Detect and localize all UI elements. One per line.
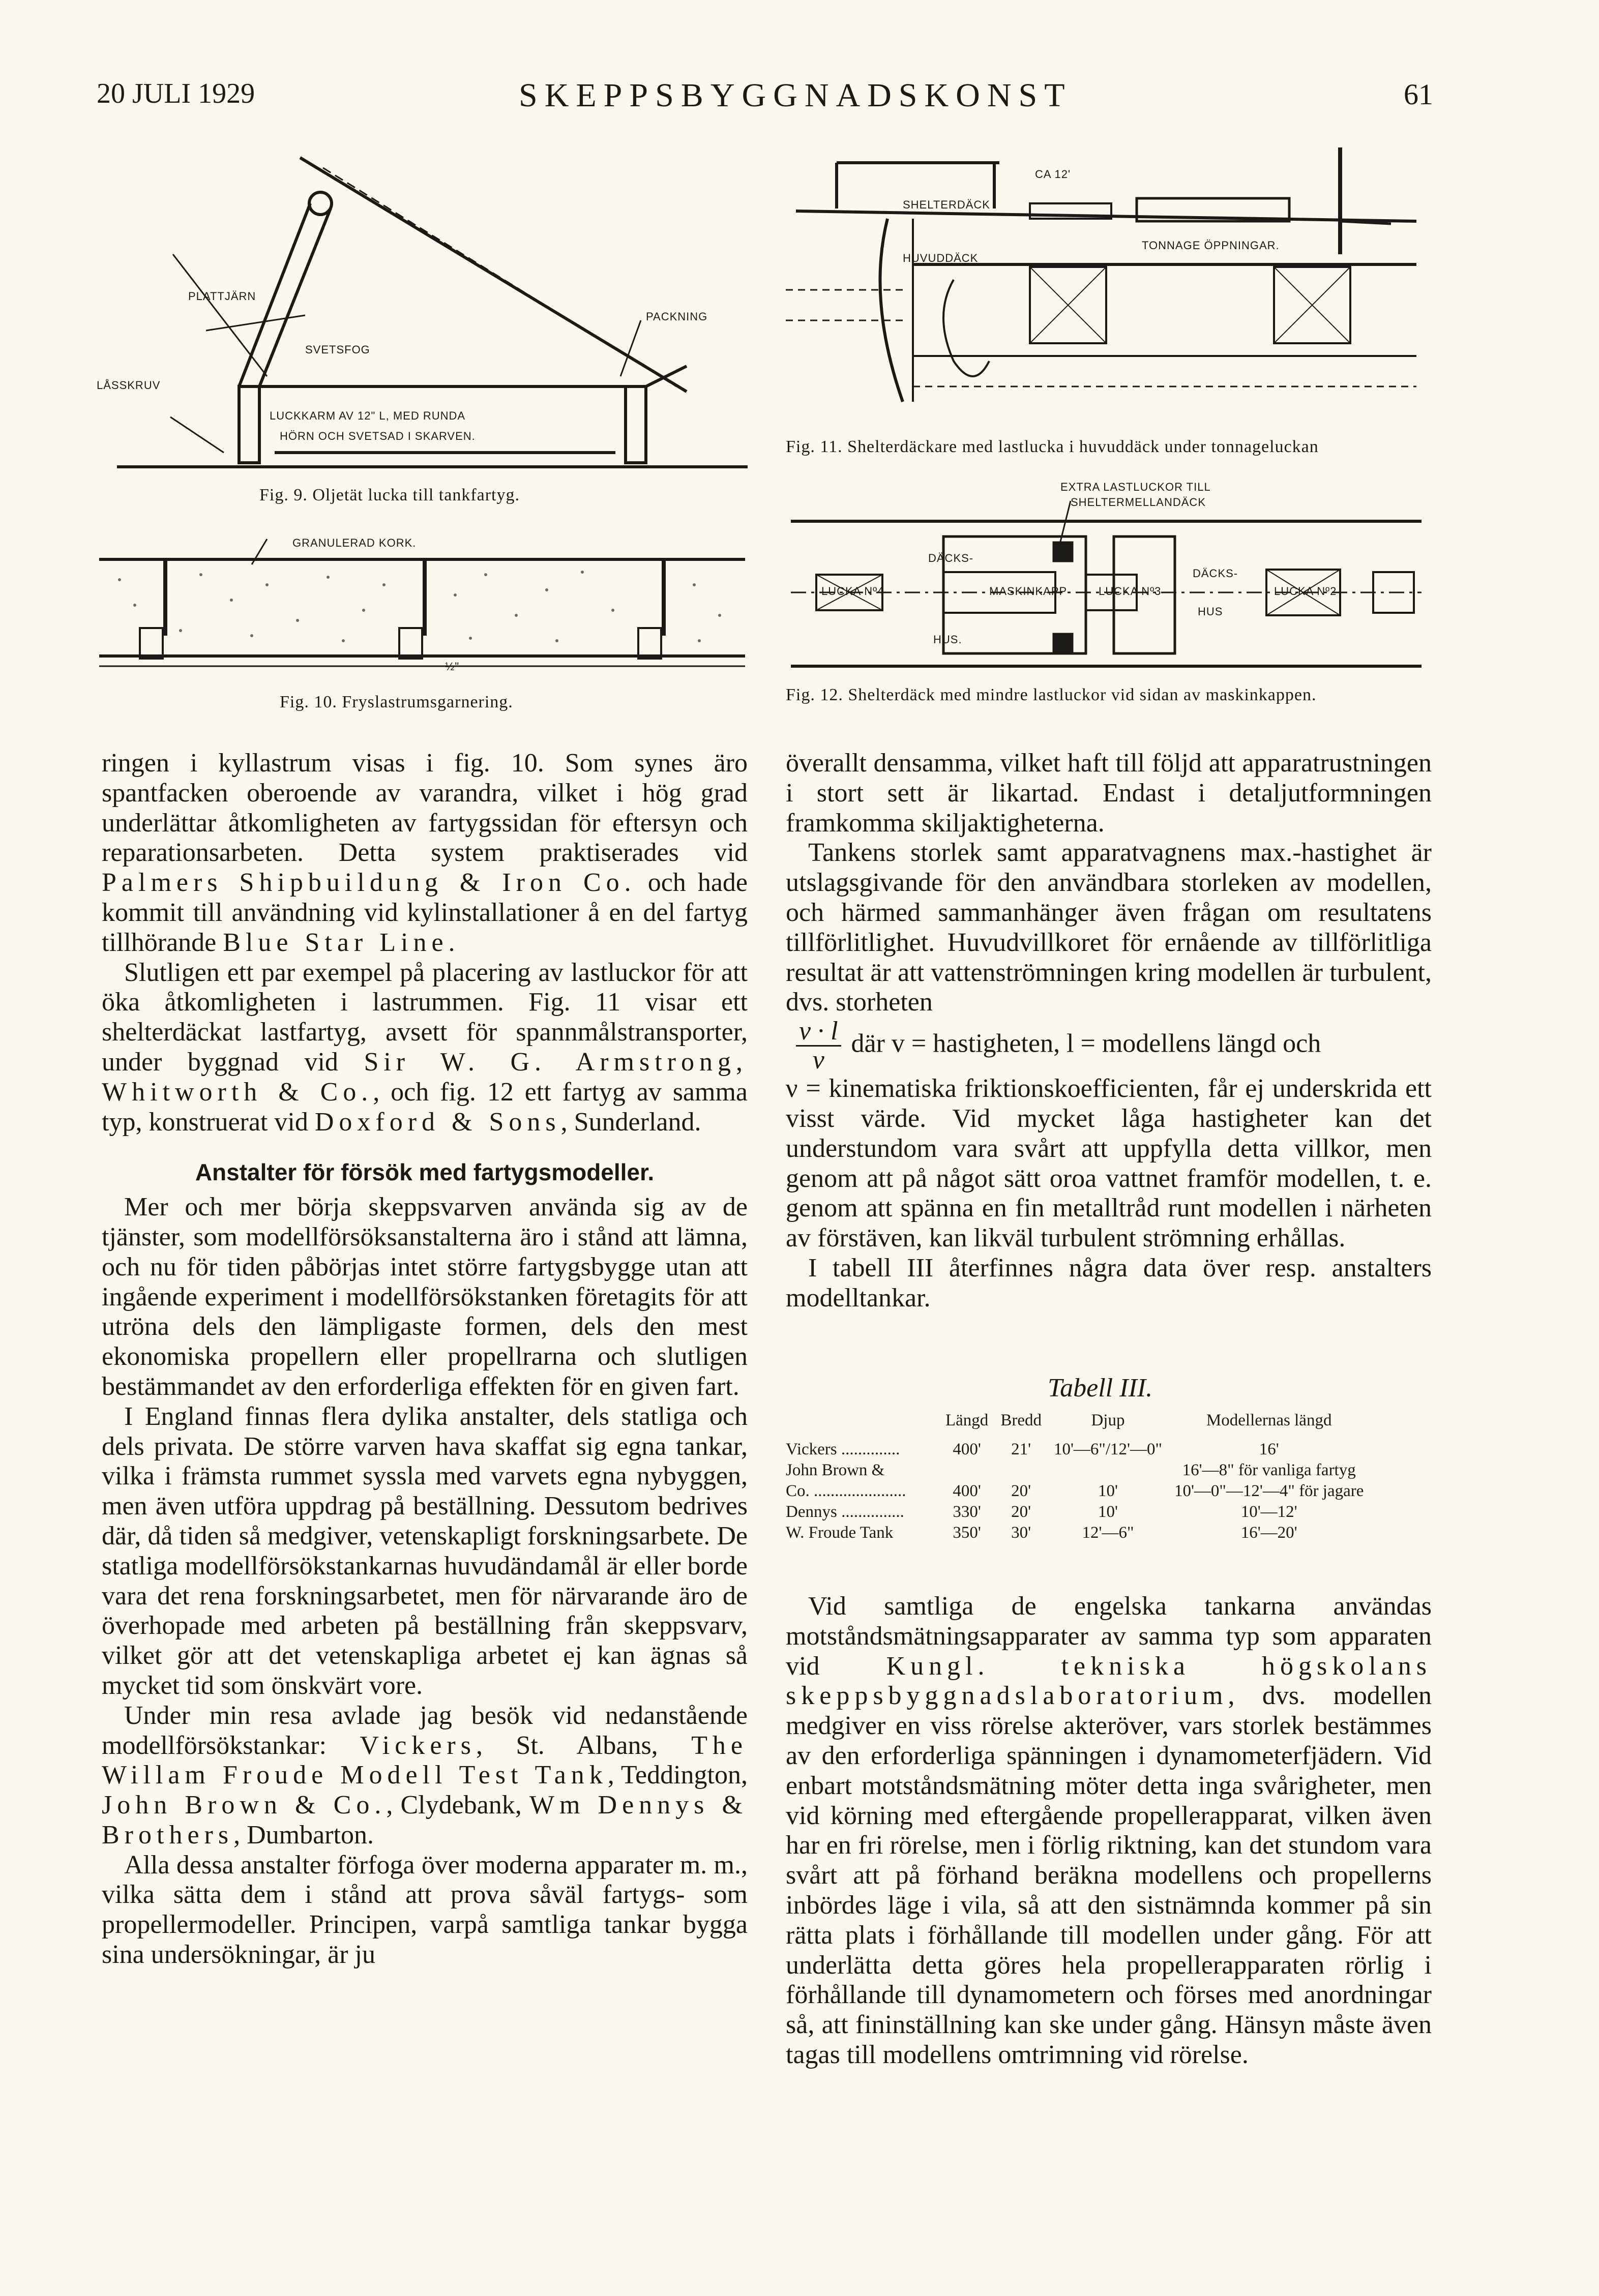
label-luckkarm-2: HÖRN OCH SVETSAD I SKARVEN. (280, 430, 476, 442)
table-cell (1048, 1460, 1168, 1481)
label-ca: CA 12' (1035, 168, 1071, 181)
label-hus-2: HUS (1198, 605, 1223, 618)
table-cell: John Brown & (786, 1461, 885, 1479)
table-header-row (786, 1411, 1370, 1439)
label-dackshus-2: DÄCKS- (1193, 567, 1238, 580)
right-column-bottom (786, 1592, 1432, 2070)
figure-10-caption: Fig. 10. Fryslastrumsgarnering. (280, 693, 513, 711)
table-title: Tabell III. (1048, 1374, 1153, 1403)
table-cell: 20' (1011, 1482, 1031, 1500)
right-paragraph-2: Tankens storlek samt apparatvagnens max.-hastighet är utslagsgivande för den användbara storleken av modellen, och härmed sammanhänger även frågan om resultatens tillförlitlighet. Huvudvillkoret för ernående av tillförlitliga resultat är att vattenströmningen kring modellen är turbulent, dvs. storheten (786, 838, 1432, 1017)
label-luckkarm-1: LUCKKARM AV 12" L, MED RUNDA (270, 409, 466, 422)
table-cell: W. Froude Tank (786, 1524, 894, 1542)
right-paragraph-4: Vid samtliga de engelska tankarna användas motståndsmätningsapparater av samma typ som apparaten vid Kungl. tekniska högskolans skeppsbyggnadslaboratorium, dvs. modellen medgiver en viss rörelse akteröver, vars storlek bestämmes av den erforderliga spänningen i dynamometerfjädern. Vid enbart motståndsmätning möter detta inga svårigheter, men vid körning med eftergående propellerapparat, vilken även har en fri rörelse, men i förlig riktning, kan det stundom vara svårt att på förhand beräkna modellens och propellerns inbördes läge i vila, så att den sistnämnda kommer på sin rätta plats i förhållande till modellen under gång. För att underlätta detta göres hela propellerapparaten rörlig i förhållande till dynamometern och förses med anordningar så, att fininställning kan ske under gång. Hänsyn måste även tagas till modellens omtrimning vid rörelse. (786, 1592, 1432, 2069)
section-heading: Anstalter för försök med fartygsmodeller. (195, 1159, 655, 1186)
label-tonnage: TONNAGE ÖPPNINGAR. (1142, 239, 1280, 252)
table-header-cell: Bredd (1000, 1411, 1042, 1429)
table-cell: Co. ...................... (786, 1482, 906, 1500)
figure-12-deck-plan (786, 481, 1437, 674)
page-number: 61 (1404, 78, 1433, 111)
figure-11-caption: Fig. 11. Shelterdäckare med lastlucka i huvuddäck under tonnageluckan (786, 437, 1319, 456)
left-column (102, 749, 748, 1970)
label-maskinkapp: MASKINKAPP (989, 585, 1068, 598)
label-extra-1: EXTRA LASTLUCKOR TILL (1060, 481, 1211, 493)
label-packning: PACKNING (646, 310, 708, 323)
label-svetsfog: SVETSFOG (305, 343, 370, 356)
table-cell: 10'—12' (1240, 1503, 1297, 1521)
figure-11-shelterdeck-section (786, 147, 1437, 427)
label-dackshus-1: DÄCKS- (928, 552, 974, 564)
fraction-v-l-nu: $\frac{v \cdot l}{\nu}$ (796, 1018, 841, 1074)
table-cell: 400' (953, 1440, 981, 1458)
model-tank-table (786, 1411, 1370, 1543)
label-half-inch: ½" (445, 660, 460, 673)
label-extra-2: SHELTERMELLANDÄCK (1071, 496, 1206, 509)
label-shelterdack: SHELTERDÄCK (903, 198, 990, 211)
table-cell: 16'—8" för vanliga fartyg (1182, 1461, 1356, 1479)
table-cell: 10' (1098, 1503, 1118, 1521)
table-cell: 16'—20' (1240, 1524, 1297, 1542)
label-lasskruv: LÅSSKRUV (97, 379, 161, 392)
table-header-cell: Modellernas längd (1206, 1411, 1332, 1429)
table-cell (994, 1460, 1048, 1481)
left-paragraph-4: I England finnas flera dylika anstalter, dels statliga och dels privata. De större varven hava skaffat sig egna tankar, vilka i främsta rummet syssla med varvets egna nybyggen, men även utföra uppdrag på beställning. Dessutom bedrives där, då tiden så medgiver, vetenskapligt forskningsarbete. De statliga modellförsökstankarnas huvudändamål är eller borde vara det rena forskningsarbetet, men för närvarande äro de överhopade med arbeten på beställning från skeppsvarv, vilket gör att det vetenskapliga arbetet ej kan ägnas så mycket tid som önskvärt vore. (102, 1402, 748, 1700)
table-cell: 16' (1259, 1440, 1279, 1458)
table-header-cell (786, 1411, 939, 1439)
issue-date: 20 JULI 1929 (97, 78, 255, 109)
figure-10-insulation-drawing (99, 529, 745, 671)
label-plattjarn: PLATTJÄRN (188, 290, 256, 303)
figure-12-caption: Fig. 12. Shelterdäck med mindre lastluckor vid sidan av maskinkappen. (786, 685, 1317, 704)
table-cell: 400' (953, 1482, 981, 1500)
table-cell (939, 1460, 994, 1481)
table-cell: 20' (1011, 1503, 1031, 1521)
label-lucka-3: LUCKA Nº3 (1099, 585, 1162, 598)
label-lucka-2: LUCKA Nº2 (1274, 585, 1337, 598)
right-paragraph-2c: ν = kinematiska friktionskoefficienten, får ej underskrida ett visst värde. Vid mycket låga hastigheter kan det understundom vara svårt att uppfylla detta villkor, men genom att på något sätt oroa vattnet framför modellen, t. e. genom att spänna en fin metalltråd runt modellen i närheten av förstäven, kan likväl turbulent strömning erhållas. (786, 1074, 1432, 1253)
table-cell: 12'—6" (1082, 1524, 1134, 1542)
figure-9-caption: Fig. 9. Oljetät lucka till tankfartyg. (259, 486, 520, 504)
table-row (786, 1439, 1370, 1460)
table-cell: 30' (1011, 1524, 1031, 1542)
table-row (786, 1460, 1370, 1481)
table-row (786, 1523, 1370, 1543)
label-huvuddack: HUVUDDÄCK (903, 252, 979, 264)
label-hus-1: HUS. (933, 633, 962, 646)
table-cell: 350' (953, 1524, 981, 1542)
left-paragraph-2: Slutligen ett par exempel på placering av lastluckor för att öka åtkomligheten i lastrummen. Fig. 11 visar ett shelterdäckat lastfartyg, avsett för spannmålstransporter, under byggnad vid Sir W. G. Armstrong, Whitworth & Co., och fig. 12 ett fartyg av samma typ, konstruerat vid Doxford & Sons, Sunderland. (102, 958, 748, 1137)
table-cell: 10'—0"—12'—4" för jagare (1174, 1482, 1364, 1500)
table-cell: 10' (1098, 1482, 1118, 1500)
label-lucka-4: LUCKA Nº4 (821, 585, 884, 598)
right-column-top (786, 749, 1432, 1314)
right-paragraph-1: överallt densamma, vilket haft till följd att apparatrustningen i stort sett är likartad. Endast i detaljutformningen framkomma skiljaktigheterna. (786, 749, 1432, 838)
right-paragraph-3: I tabell III återfinnes några data över resp. anstalters modelltankar. (786, 1253, 1432, 1313)
table-cell: 10'—6"/12'—0" (1053, 1440, 1162, 1458)
left-paragraph-6: Alla dessa anstalter förfoga över moderna apparater m. m., vilka sätta dem i stånd att prova såväl fartygs- som propellermodeller. Principen, varpå samtliga tankar bygga sina undersökningar, är ju (102, 1850, 748, 1970)
left-paragraph-1: ringen i kyllastrum visas i fig. 10. Som synes äro spantfacken oberoende av varandra, vilket i hög grad underlättar åtkomligheten av fartygssidan för eftersyn och reparationsarbeten. Detta system praktiserades vid Palmers Shipbuildung & Iron Co. och hade kommit till användning vid kylinstallationer å en del fartyg tillhörande Blue Star Line. (102, 749, 748, 957)
journal-title: SKEPPSBYGGNADSKONST (519, 77, 1072, 114)
table-cell: 330' (953, 1503, 981, 1521)
table-cell: 21' (1011, 1440, 1031, 1458)
formula-line: $\frac{v \cdot l}{\nu}$ där v = hastigheten, l = modellens längd och (786, 1018, 1432, 1074)
table-header-cell: Längd (945, 1411, 989, 1429)
table-cell: Dennys ............... (786, 1503, 904, 1521)
table-header-cell: Djup (1091, 1411, 1125, 1429)
figure-9-hatch-drawing (92, 147, 753, 483)
table-row (786, 1481, 1370, 1502)
table-row (786, 1502, 1370, 1523)
left-paragraph-3: Mer och mer börja skeppsvarven använda sig av de tjänster, som modellförsöksanstalterna äro i stånd att lämna, och nu för tiden påbörjas intet större fartygsbygge utan att ingående experiment i modellförsökstanken företagits för att utröna dels den lämpligaste formen, dels den mest ekonomiska propellern eller propellrarna och slutligen bestämmandet av den erforderliga effekten för en given fart. (102, 1192, 748, 1401)
left-paragraph-5: Under min resa avlade jag besök vid nedanstående modellförsökstankar: Vickers, St. Albans, The Willam Froude Modell Test Tank, Teddington, John Brown & Co., Clydebank, Wm Dennys & Brothers, Dumbarton. (102, 1701, 748, 1850)
label-granulerad-kork: GRANULERAD KORK. (292, 536, 417, 549)
table-cell: Vickers .............. (786, 1440, 900, 1458)
